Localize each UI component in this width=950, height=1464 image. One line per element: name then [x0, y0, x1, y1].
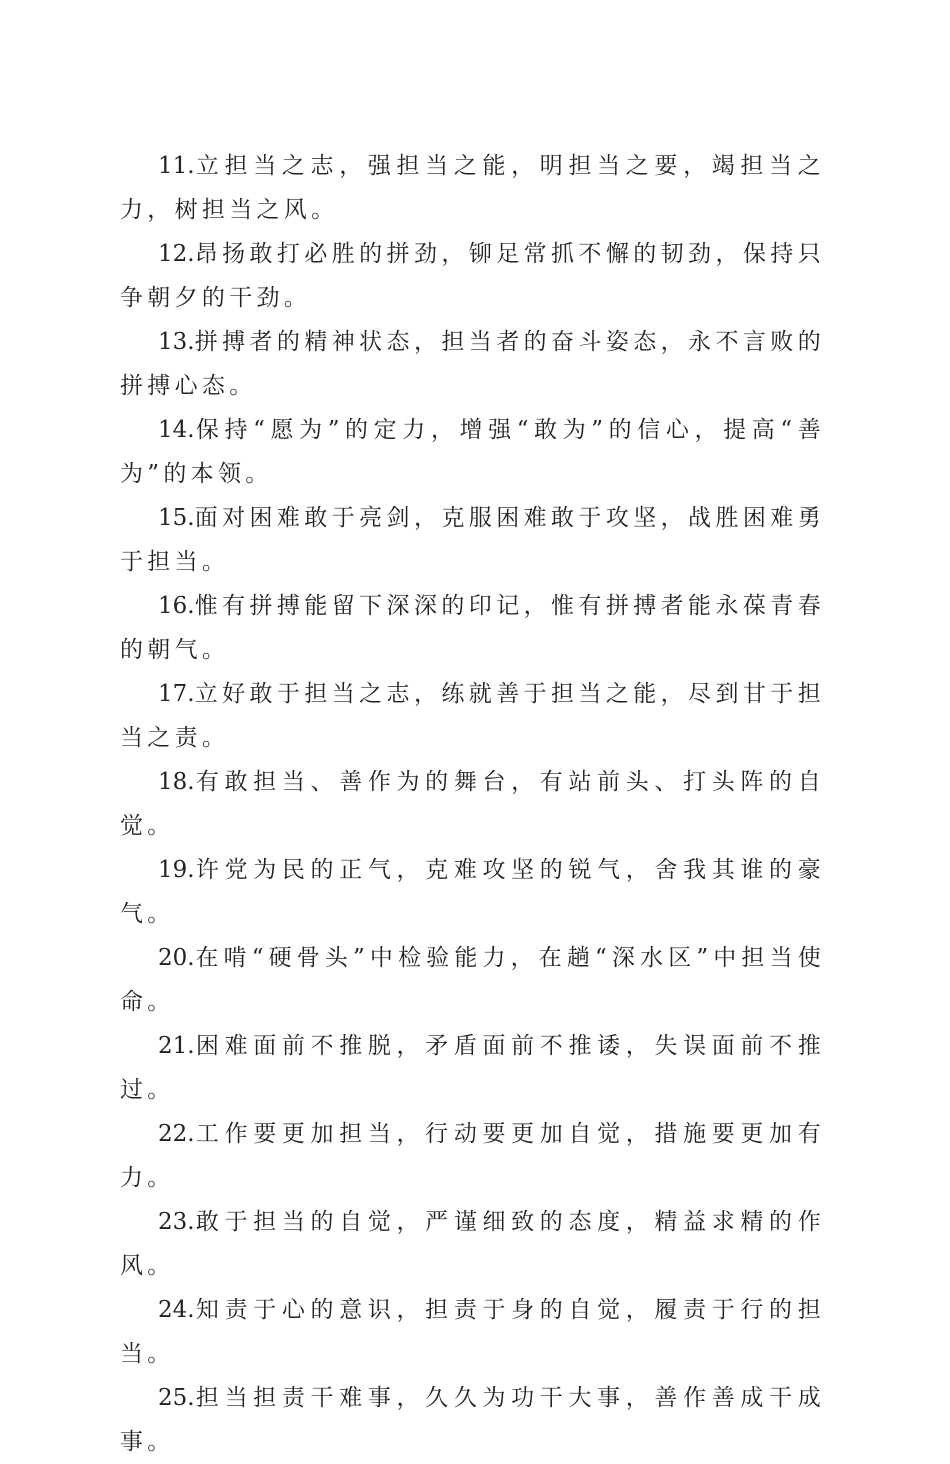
document-body [120, 144, 825, 1464]
item-number: 23. [158, 1209, 195, 1235]
item-number: 18. [158, 769, 195, 795]
item-number: 21. [158, 1033, 195, 1059]
item-text: 保持“愿为”的定力，增强“敢为”的信心，提高“善为”的本领。 [120, 417, 825, 487]
item-text: 在啃“硬骨头”中检验能力，在趟“深水区”中担当使命。 [120, 945, 825, 1015]
item-number: 25. [158, 1385, 195, 1411]
item-text: 有敢担当、善作为的舞台，有站前头、打头阵的自觉。 [120, 769, 825, 839]
item-text: 立好敢于担当之志，练就善于担当之能，尽到甘于担当之责。 [120, 681, 825, 751]
list-item [120, 1200, 825, 1288]
item-number: 17. [158, 681, 195, 707]
list-item [120, 1288, 825, 1376]
list-item [120, 584, 825, 672]
item-text: 拼搏者的精神状态，担当者的奋斗姿态，永不言败的拼搏心态。 [120, 329, 825, 399]
item-number: 11. [158, 153, 195, 179]
item-number: 12. [158, 241, 195, 267]
item-text: 工作要更加担当，行动要更加自觉，措施要更加有力。 [120, 1121, 825, 1191]
list-item [120, 936, 825, 1024]
item-text: 昂扬敢打必胜的拼劲，铆足常抓不懈的韧劲，保持只争朝夕的干劲。 [120, 241, 825, 311]
item-text: 面对困难敢于亮剑，克服困难敢于攻坚，战胜困难勇于担当。 [120, 505, 825, 575]
item-text: 担当担责干难事，久久为功干大事，善作善成干成事。 [120, 1385, 825, 1455]
list-item [120, 848, 825, 936]
item-text: 知责于心的意识，担责于身的自觉，履责于行的担当。 [120, 1297, 825, 1367]
list-item [120, 672, 825, 760]
item-number: 22. [158, 1121, 195, 1147]
item-number: 15. [158, 505, 195, 531]
list-item [120, 760, 825, 848]
item-text: 敢于担当的自觉，严谨细致的态度，精益求精的作风。 [120, 1209, 825, 1279]
list-item [120, 232, 825, 320]
item-number: 20. [158, 945, 195, 971]
item-number: 13. [158, 329, 195, 355]
list-item [120, 1112, 825, 1200]
item-text: 困难面前不推脱，矛盾面前不推诿，失误面前不推过。 [120, 1033, 825, 1103]
list-item [120, 496, 825, 584]
list-item [120, 320, 825, 408]
list-item [120, 408, 825, 496]
item-text: 立担当之志，强担当之能，明担当之要，竭担当之力，树担当之风。 [120, 153, 825, 223]
item-number: 14. [158, 417, 195, 443]
item-text: 许党为民的正气，克难攻坚的锐气，舍我其谁的豪气。 [120, 857, 825, 927]
item-number: 19. [158, 857, 195, 883]
item-number: 24. [158, 1297, 195, 1323]
item-text: 惟有拼搏能留下深深的印记，惟有拼搏者能永葆青春的朝气。 [120, 593, 825, 663]
item-number: 16. [158, 593, 195, 619]
list-item [120, 1024, 825, 1112]
list-item [120, 144, 825, 232]
list-item [120, 1376, 825, 1464]
